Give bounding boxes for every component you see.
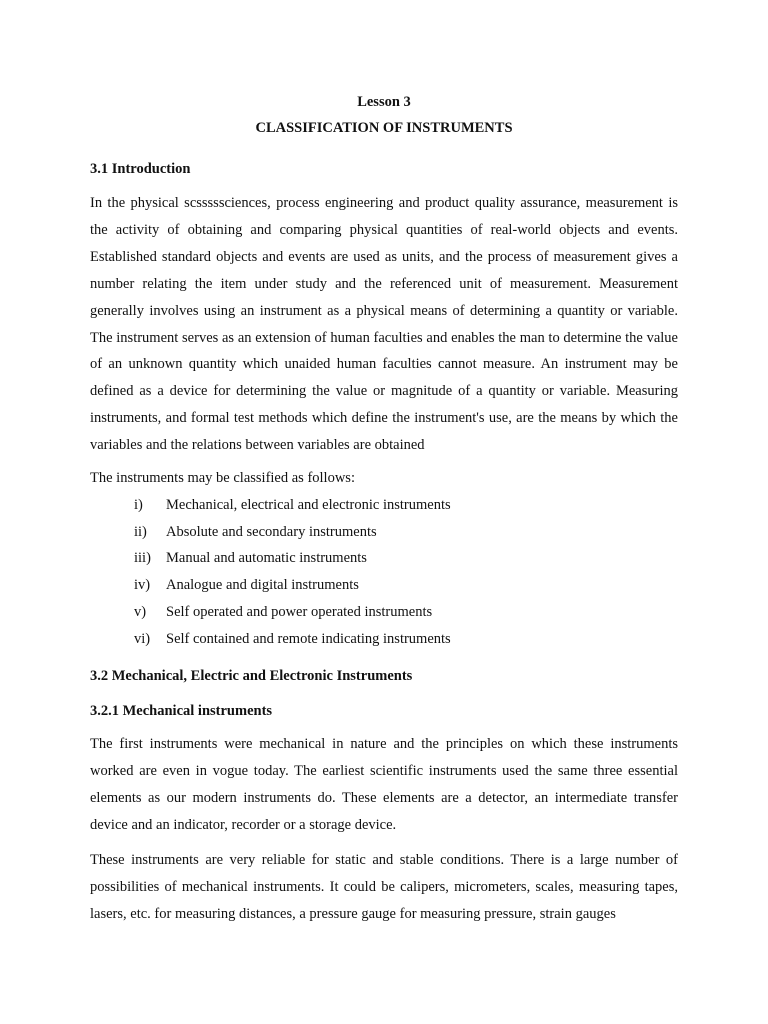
list-item-number: iii) xyxy=(134,550,151,567)
list-item-text: Manual and automatic instruments xyxy=(166,550,367,567)
list-item-number: ii) xyxy=(134,523,147,540)
page-content xyxy=(90,92,678,928)
lesson-title: CLASSIFICATION OF INSTRUMENTS xyxy=(255,120,513,136)
list-item-text: Absolute and secondary instruments xyxy=(166,523,377,540)
list-item-number: vi) xyxy=(134,630,151,647)
introduction-paragraph: In the physical scsssssciences, process engineering and product quality assurance, measurement is the activity of obtaining and comparing physical quantities of real-world objects and events. Established standard objects and events are used as units, and the process of measurement gives a number relating the item under study and the referenced unit of measurement. Measurement generally involves using an instrument as a physical means of determining a quantity or variable. The instrument serves as an extension of human faculties and enables the man to determine the value of an unknown quantity which unaided human faculties cannot measure. An instrument may be defined as a device for determining the value or magnitude of a quantity or variable. Measuring instruments, and formal test methods which define the instrument's use, are the means by which the variables and the relations between variables are obtained xyxy=(90,195,678,454)
list-item xyxy=(90,599,678,626)
classification-lead-text: The instruments may be classified as follows: xyxy=(90,470,355,487)
list-item-number: i) xyxy=(134,497,143,514)
lesson-number: Lesson 3 xyxy=(357,94,411,110)
list-item-text: Mechanical, electrical and electronic instruments xyxy=(166,497,451,514)
list-item xyxy=(90,545,678,572)
list-item xyxy=(90,572,678,599)
list-item-text: Self contained and remote indicating instruments xyxy=(166,630,451,647)
list-item-text: Analogue and digital instruments xyxy=(166,577,359,594)
subsection-heading-mechanical-instruments: 3.2.1 Mechanical instruments xyxy=(90,703,273,720)
mechanical-instruments-paragraph-2: These instruments are very reliable for static and stable conditions. There is a large number of possibilities of mechanical instruments. It could be calipers, micrometers, scales, measuring tapes, lasers, etc. for measuring distances, a pressure gauge for measuring pressure, strain gauges xyxy=(90,851,678,922)
mechanical-instruments-paragraph-1: The first instruments were mechanical in nature and the principles on which these instruments worked are even in vogue today. The earliest scientific instruments used the same three essential elements as our modern instruments do. These elements are a detector, an intermediate transfer device and an indicator, recorder or a storage device. xyxy=(90,736,678,833)
list-item xyxy=(90,519,678,546)
list-item-number: iv) xyxy=(134,577,151,594)
list-item-number: v) xyxy=(134,603,147,620)
classification-list xyxy=(90,492,678,652)
section-heading-introduction: 3.1 Introduction xyxy=(90,161,191,177)
list-item-text: Self operated and power operated instruments xyxy=(166,603,433,620)
section-heading-mechanical-electric-electronic: 3.2 Mechanical, Electric and Electronic Instruments xyxy=(90,668,413,685)
list-item xyxy=(90,492,678,519)
list-item xyxy=(90,626,678,653)
